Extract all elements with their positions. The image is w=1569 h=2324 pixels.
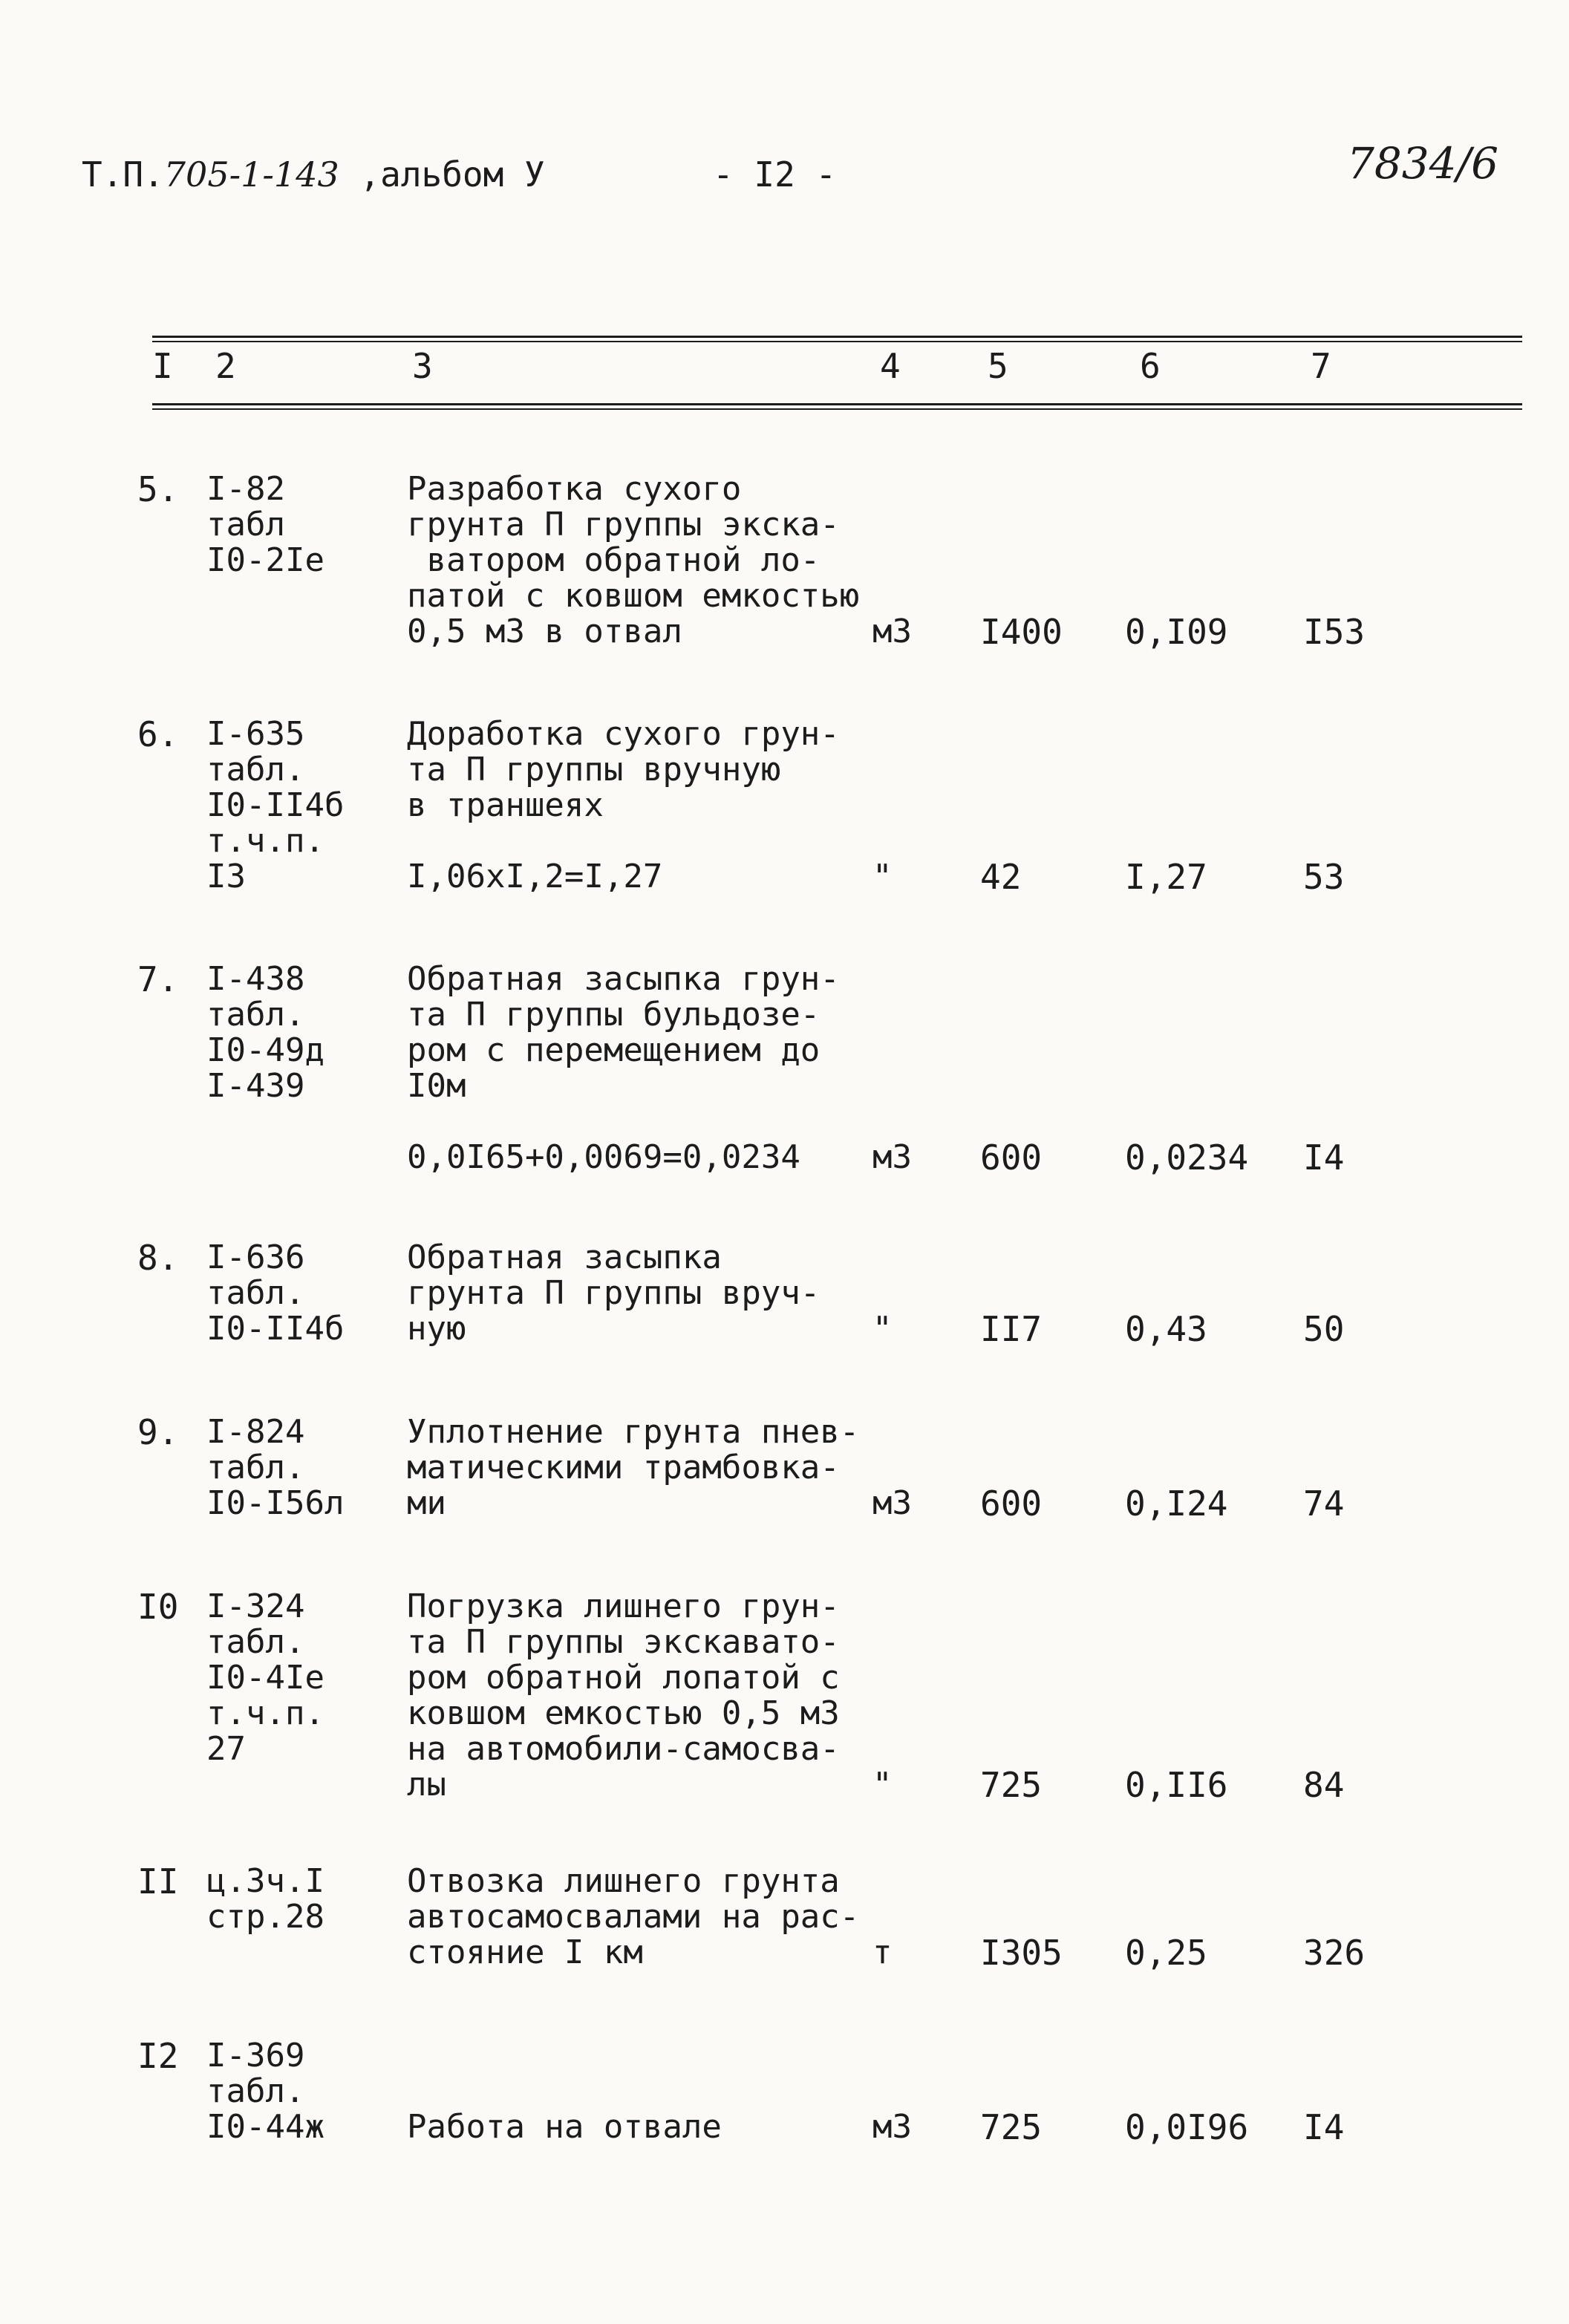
norm-reference-line: 27 <box>206 1730 246 1768</box>
work-description-line: ром обратной лопатой с <box>407 1659 840 1697</box>
work-description-line: лы <box>407 1766 446 1804</box>
norm-reference-line: I0-2Iе <box>206 541 324 579</box>
column-header-1: I <box>152 346 173 386</box>
work-description-line: патой с ковшом емкостью <box>407 577 860 615</box>
doc-prefix: Т.П. <box>82 154 164 195</box>
work-description-line: 0,5 м3 в отвал <box>407 613 682 650</box>
norm-reference-line: I-439 <box>206 1067 305 1105</box>
total-cell: I53 <box>1303 612 1366 652</box>
work-description-line: Обратная засыпка грун- <box>407 960 840 998</box>
work-description-line: та П группы экскавато- <box>407 1623 840 1661</box>
album-label: ,альбом У <box>339 154 545 195</box>
quantity-cell: I400 <box>980 612 1063 652</box>
rate-cell: 0,0I96 <box>1125 2107 1249 2147</box>
quantity-cell: 725 <box>980 2107 1043 2147</box>
row-number: 5. <box>137 469 179 509</box>
unit-cell: т <box>872 1933 893 1971</box>
work-description-line: ную <box>407 1310 466 1348</box>
rate-cell: 0,0234 <box>1125 1137 1249 1178</box>
quantity-cell: I305 <box>980 1933 1063 1973</box>
norm-reference-line: I0-4Iе <box>206 1659 324 1697</box>
norm-reference-line: I-82 <box>206 470 285 508</box>
unit-cell: " <box>872 1766 893 1804</box>
row-number: 7. <box>137 959 179 999</box>
rate-cell: 0,43 <box>1125 1309 1207 1349</box>
quantity-cell: 42 <box>980 857 1022 897</box>
total-cell: 84 <box>1303 1765 1345 1805</box>
column-header-4: 4 <box>880 346 901 386</box>
work-description-line: 0,0I65+0,0069=0,0234 <box>407 1138 800 1176</box>
work-description-line: автосамосвалами на рас- <box>407 1898 860 1936</box>
work-description-line: грунта П группы экска- <box>407 506 840 544</box>
norm-reference-line: I-438 <box>206 960 305 998</box>
quantity-cell: II7 <box>980 1309 1043 1349</box>
work-description-line: стояние I км <box>407 1933 643 1971</box>
total-cell: 326 <box>1303 1933 1366 1973</box>
total-cell: I4 <box>1303 1137 1345 1178</box>
work-description-line: та П группы вручную <box>407 751 781 789</box>
column-header-7: 7 <box>1311 346 1331 386</box>
total-cell: I4 <box>1303 2107 1345 2147</box>
rate-cell: I,27 <box>1125 857 1207 897</box>
work-description-line: I,06хI,2=I,27 <box>407 858 663 895</box>
norm-reference-line: I-636 <box>206 1238 305 1276</box>
norm-reference-line: I0-II4б <box>206 786 345 824</box>
work-description-line: та П группы бульдозе- <box>407 996 821 1034</box>
column-header-5: 5 <box>988 346 1008 386</box>
rate-cell: 0,I09 <box>1125 612 1228 652</box>
quantity-cell: 725 <box>980 1765 1043 1805</box>
unit-cell: м3 <box>872 1138 912 1176</box>
total-cell: 50 <box>1303 1309 1345 1349</box>
norm-reference-line: I-824 <box>206 1413 305 1451</box>
row-number: 9. <box>137 1412 179 1452</box>
norm-reference-line: табл. <box>206 1449 305 1486</box>
norm-reference-line: стр.28 <box>206 1898 324 1936</box>
norm-reference-line: I0-II4б <box>206 1310 345 1348</box>
row-number: I2 <box>137 2036 179 2076</box>
norm-reference-line: I0-49д <box>206 1031 324 1069</box>
work-description-line: матическими трамбовка- <box>407 1449 840 1486</box>
norm-reference-line: т.ч.п. <box>206 822 324 860</box>
total-cell: 53 <box>1303 857 1345 897</box>
work-description-line: на автомобили-самосва- <box>407 1730 840 1768</box>
unit-cell: " <box>872 858 893 895</box>
work-description-line: ковшом емкостью 0,5 м3 <box>407 1694 840 1732</box>
unit-cell: м3 <box>872 2108 912 2146</box>
norm-reference-line: I0-44ж <box>206 2108 324 2146</box>
table-header-rule <box>152 403 1522 405</box>
rate-cell: 0,I24 <box>1125 1483 1228 1524</box>
work-description-line: Доработка сухого грун- <box>407 715 840 753</box>
column-header-6: 6 <box>1140 346 1161 386</box>
norm-reference-line: I0-I56л <box>206 1484 345 1522</box>
document-reference <box>82 152 545 197</box>
unit-cell: м3 <box>872 1484 912 1522</box>
quantity-cell: 600 <box>980 1137 1043 1178</box>
work-description-line: Погрузка лишнего грун- <box>407 1587 840 1625</box>
unit-cell: " <box>872 1310 893 1348</box>
norm-reference-line: табл. <box>206 1623 305 1661</box>
rate-cell: 0,II6 <box>1125 1765 1228 1805</box>
norm-reference-line: табл <box>206 506 285 544</box>
work-description-line: грунта П группы вруч- <box>407 1274 821 1312</box>
quantity-cell: 600 <box>980 1483 1043 1524</box>
rate-cell: 0,25 <box>1125 1933 1207 1973</box>
work-description-line: ром с перемещением до <box>407 1031 821 1069</box>
row-number: II <box>137 1861 179 1902</box>
doc-number: 705-1-143 <box>163 154 339 195</box>
archive-number: 7834/6 <box>1346 138 1498 189</box>
work-description-line: ми <box>407 1484 446 1522</box>
norm-reference-line: табл. <box>206 751 305 789</box>
work-description-line: Уплотнение грунта пнев- <box>407 1413 860 1451</box>
norm-reference-line: табл. <box>206 1274 305 1312</box>
unit-cell: м3 <box>872 613 912 650</box>
work-description-line: Отвозка лишнего грунта <box>407 1862 840 1900</box>
norm-reference-line: I-635 <box>206 715 305 753</box>
norm-reference-line: табл. <box>206 996 305 1034</box>
work-description-line: Разработка сухого <box>407 470 742 508</box>
work-description-line: Обратная засыпка <box>407 1238 722 1276</box>
work-description-line: Работа на отвале <box>407 2108 722 2146</box>
table-top-rule-2 <box>152 341 1522 342</box>
norm-reference-line: табл. <box>206 2072 305 2110</box>
norm-reference-line: I-324 <box>206 1587 305 1625</box>
norm-reference-line: ц.3ч.I <box>206 1862 324 1900</box>
table-top-rule <box>152 336 1522 338</box>
row-number: I0 <box>137 1587 179 1627</box>
column-header-2: 2 <box>215 346 236 386</box>
work-description-line: ватором обратной ло- <box>407 541 821 579</box>
row-number: 8. <box>137 1238 179 1278</box>
page-number: - I2 - <box>713 154 837 195</box>
norm-reference-line: т.ч.п. <box>206 1694 324 1732</box>
total-cell: 74 <box>1303 1483 1345 1524</box>
norm-reference-line: I-369 <box>206 2037 305 2075</box>
row-number: 6. <box>137 714 179 754</box>
norm-reference-line: I3 <box>206 858 246 895</box>
table-header-rule-2 <box>152 408 1522 410</box>
work-description-line: I0м <box>407 1067 466 1105</box>
column-header-3: 3 <box>412 346 433 386</box>
work-description-line: в траншеях <box>407 786 604 824</box>
